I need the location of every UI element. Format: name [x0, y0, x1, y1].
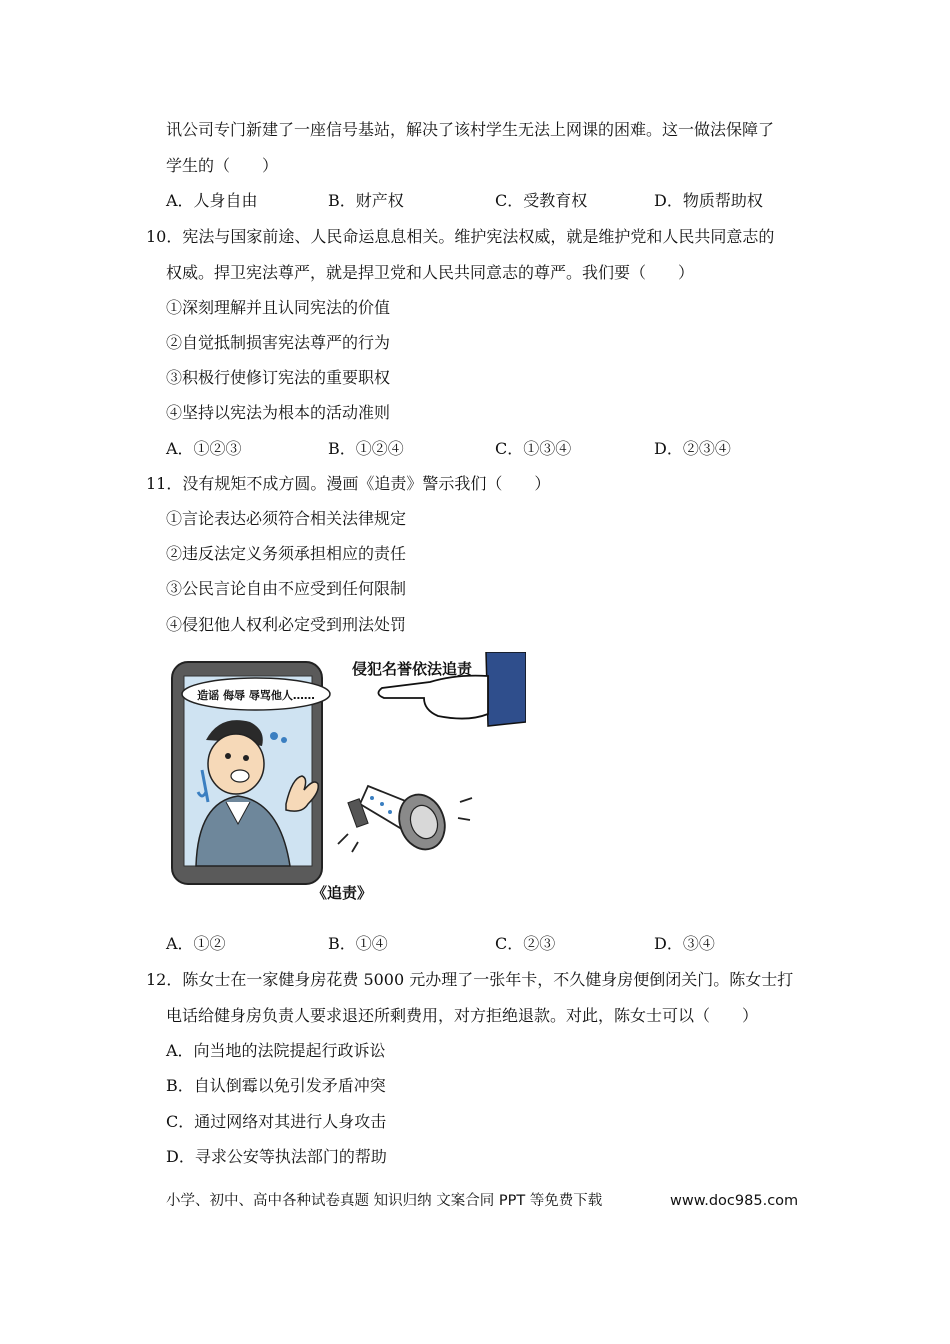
q10-item-3: ③积极行使修订宪法的重要职权	[166, 368, 391, 387]
q11-option-b[interactable]: B．①④	[328, 934, 388, 953]
q9-option-b[interactable]: B．财产权	[328, 191, 404, 210]
q10-option-b[interactable]: B．①②④	[328, 439, 404, 458]
q10-item-4: ④坚持以宪法为根本的活动准则	[166, 403, 391, 422]
speech-text: 造谣 侮辱 辱骂他人……	[197, 689, 315, 702]
q11-option-c[interactable]: C．②③	[495, 934, 556, 953]
man-face	[208, 734, 264, 794]
q12-option-c[interactable]: C．通过网络对其进行人身攻击	[166, 1112, 387, 1131]
q12-option-a[interactable]: A．向当地的法院提起行政诉讼	[166, 1041, 386, 1060]
q12-stem-line2: 电话给健身房负责人要求退还所剩费用，对方拒绝退款。对此，陈女士可以（ ）	[166, 1006, 759, 1025]
sleeve	[486, 652, 526, 726]
q10-option-a[interactable]: A．①②③	[166, 439, 242, 458]
q10-item-1: ①深刻理解并且认同宪法的价值	[166, 298, 391, 317]
q12-option-d[interactable]: D．寻求公安等执法部门的帮助	[166, 1147, 387, 1166]
q10-option-c[interactable]: C．①③④	[495, 439, 572, 458]
cartoon-banner: 侵犯名誉依法追责	[351, 660, 473, 678]
q12-option-b[interactable]: B．自认倒霉以免引发矛盾冲突	[166, 1076, 386, 1095]
q9-text-line1: 讯公司专门新建了一座信号基站，解决了该村学生无法上网课的困难。这一做法保障了	[166, 120, 775, 139]
page-footer	[166, 1191, 799, 1211]
q9-option-c[interactable]: C．受教育权	[495, 191, 588, 210]
q9-text-line2: 学生的（ ）	[166, 156, 279, 175]
pointing-hand	[378, 676, 488, 719]
q10-stem-line2: 权威。捍卫宪法尊严，就是捍卫党和人民共同意志的尊严。我们要（ ）	[166, 263, 695, 282]
q9-option-d[interactable]: D．物质帮助权	[654, 191, 763, 210]
q11-option-a[interactable]: A．①②	[166, 934, 226, 953]
q12-stem-line1: 12．陈女士在一家健身房花费 5000 元办理了一张年卡，不久健身房便倒闭关门。陈女士打	[146, 970, 794, 989]
footer-text: 小学、初中、高中各种试卷真题 知识归纳 文案合同 PPT 等免费下载	[166, 1193, 603, 1209]
q11-item-3: ③公民言论自由不应受到任何限制	[166, 579, 407, 598]
footer-link[interactable]: www.doc985.com	[670, 1193, 799, 1209]
q10-stem-line1: 10．宪法与国家前途、人民命运息息相关。维护宪法权威，就是维护党和人民共同意志的	[146, 227, 775, 246]
q11-item-4: ④侵犯他人权利必定受到刑法处罚	[166, 615, 407, 634]
q11-item-2: ②违反法定义务须承担相应的责任	[166, 544, 407, 563]
q9-option-a[interactable]: A．人身自由	[166, 191, 258, 210]
cartoon-image	[168, 652, 526, 910]
q11-item-1: ①言论表达必须符合相关法律规定	[166, 509, 407, 528]
q11-option-d[interactable]: D．③④	[654, 934, 715, 953]
q11-stem: 11．没有规矩不成方圆。漫画《追责》警示我们（ ）	[146, 474, 551, 493]
megaphone-icon	[338, 786, 472, 856]
q10-option-d[interactable]: D．②③④	[654, 439, 731, 458]
man-mouth	[231, 770, 249, 782]
q10-item-2: ②自觉抵制损害宪法尊严的行为	[166, 333, 391, 352]
cartoon-caption: 《追责》	[311, 884, 373, 902]
